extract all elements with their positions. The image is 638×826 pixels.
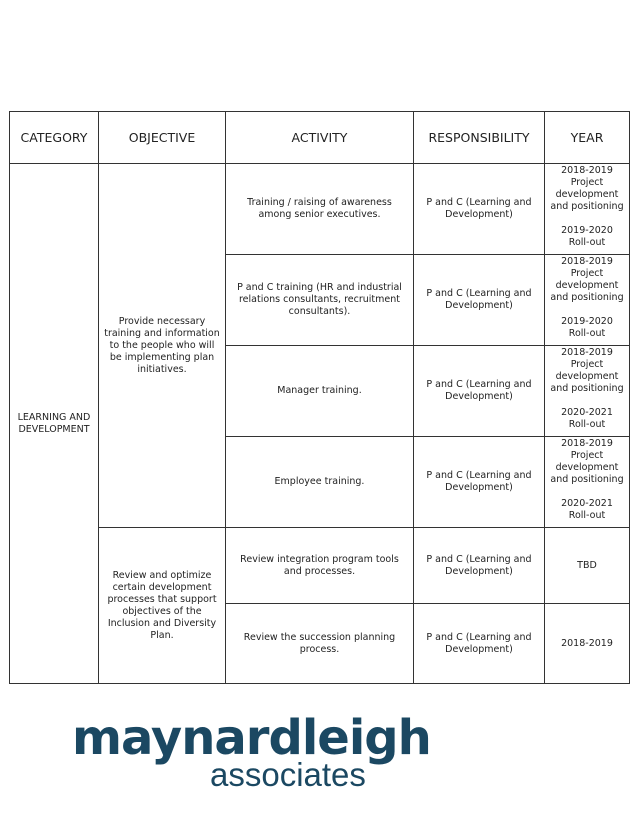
- responsibility-cell: P and C (Learning and Development): [414, 604, 545, 684]
- header-category: CATEGORY: [10, 112, 99, 164]
- logo-wordmark: maynardleigh: [72, 710, 431, 766]
- objective-cell: Review and optimize certain development processes that support objectives of the Inclusion and Diversity Plan.: [99, 528, 226, 684]
- company-logo: [72, 710, 470, 796]
- header-row: [10, 112, 630, 164]
- year-plan-text: 2018-2019 Project development and positioning: [550, 347, 624, 394]
- logo-subtitle: associates: [210, 756, 366, 793]
- activity-cell: Manager training.: [226, 346, 414, 437]
- table-row: [10, 528, 630, 604]
- year-rollout-text: 2020-2021 Roll-out: [561, 498, 613, 521]
- header-objective: OBJECTIVE: [99, 112, 226, 164]
- year-plan-text: 2018-2019 Project development and positioning: [550, 438, 624, 485]
- activity-cell: Review integration program tools and processes.: [226, 528, 414, 604]
- objective-cell: Provide necessary training and information to the people who will be implementing plan initiatives.: [99, 164, 226, 528]
- header-activity: ACTIVITY: [226, 112, 414, 164]
- responsibility-cell: P and C (Learning and Development): [414, 255, 545, 346]
- year-rollout-text: 2020-2021 Roll-out: [561, 407, 613, 430]
- year-cell: [545, 164, 630, 255]
- responsibility-cell: P and C (Learning and Development): [414, 528, 545, 604]
- year-cell: 2018-2019: [545, 604, 630, 684]
- responsibility-cell: P and C (Learning and Development): [414, 346, 545, 437]
- header-responsibility: RESPONSIBILITY: [414, 112, 545, 164]
- table-row: [10, 164, 630, 255]
- year-plan-text: 2018-2019 Project development and positioning: [550, 165, 624, 212]
- year-rollout-text: 2019-2020 Roll-out: [561, 316, 613, 339]
- year-plan-text: 2018-2019 Project development and positioning: [550, 256, 624, 303]
- year-rollout-text: 2019-2020 Roll-out: [561, 225, 613, 248]
- responsibility-cell: P and C (Learning and Development): [414, 437, 545, 528]
- year-cell: TBD: [545, 528, 630, 604]
- activity-cell: Employee training.: [226, 437, 414, 528]
- plan-table: [9, 111, 630, 684]
- activity-cell: Training / raising of awareness among senior executives.: [226, 164, 414, 255]
- year-cell: [545, 255, 630, 346]
- activity-cell: Review the succession planning process.: [226, 604, 414, 684]
- year-cell: [545, 437, 630, 528]
- header-year: YEAR: [545, 112, 630, 164]
- year-cell: [545, 346, 630, 437]
- responsibility-cell: P and C (Learning and Development): [414, 164, 545, 255]
- category-cell: LEARNING AND DEVELOPMENT: [10, 164, 99, 684]
- activity-cell: P and C training (HR and industrial relations consultants, recruitment consultants).: [226, 255, 414, 346]
